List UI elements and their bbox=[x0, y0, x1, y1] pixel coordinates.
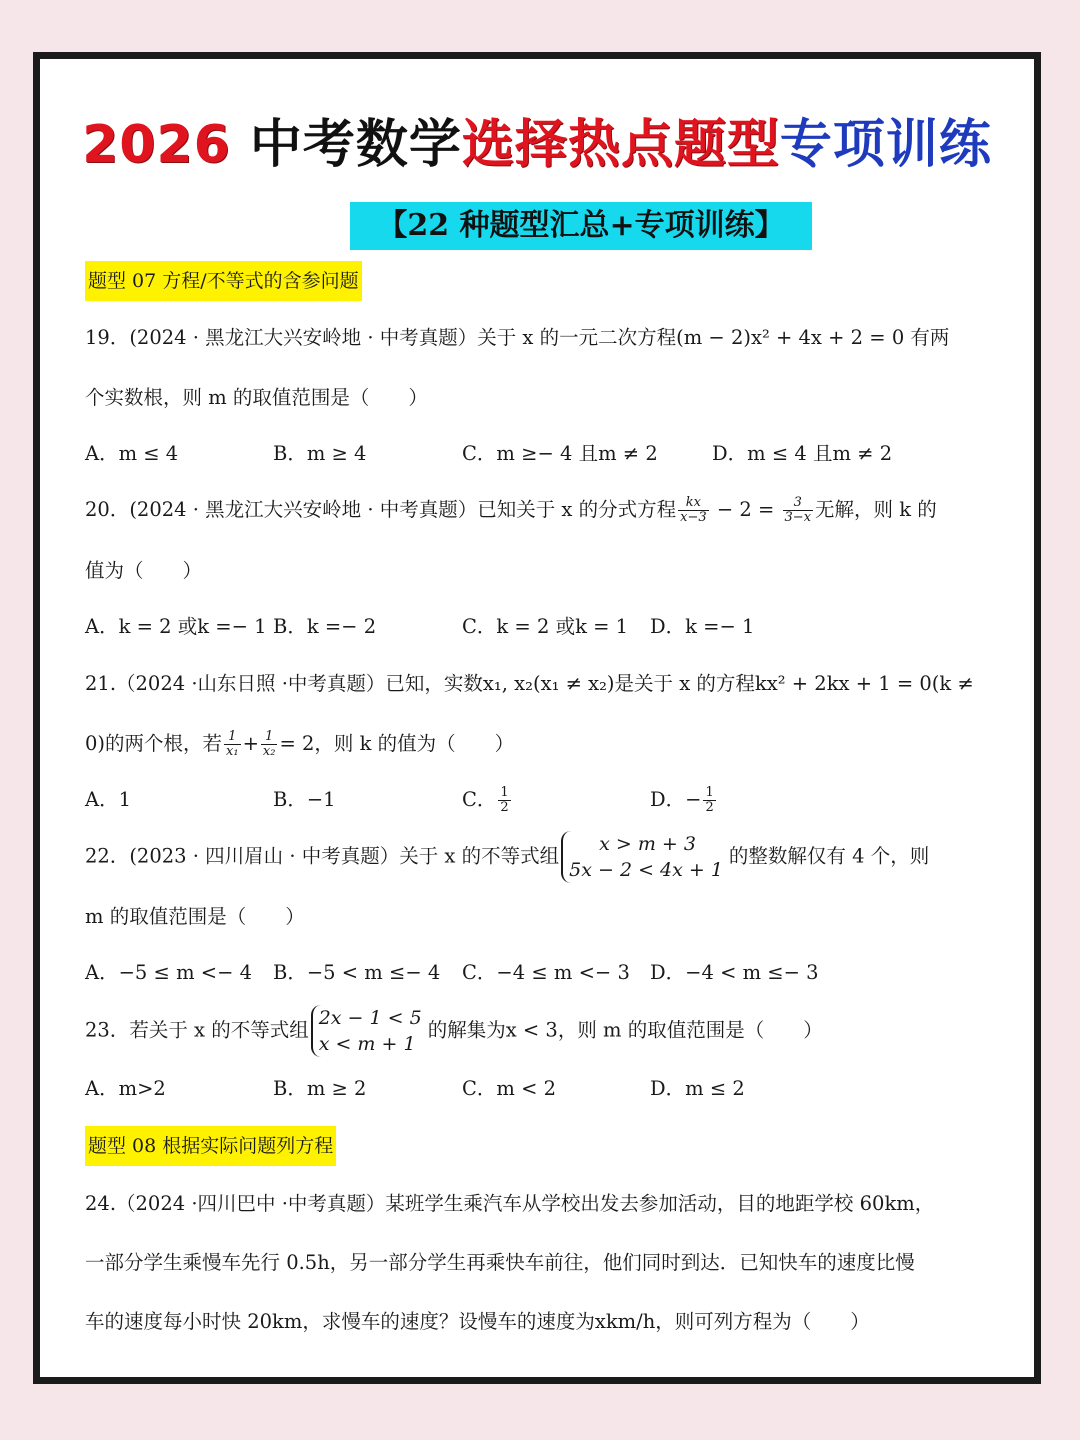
q22-line1 bbox=[85, 831, 929, 883]
q22-sys-line1: x > m + 3 bbox=[599, 833, 696, 855]
q21-frac2-num: 1 bbox=[261, 730, 278, 745]
worksheet-page bbox=[33, 52, 1041, 1384]
q23-option-c: C．m < 2 bbox=[462, 1077, 557, 1100]
q21-frac1-den: x₁ bbox=[226, 744, 239, 759]
q23-inequality-system bbox=[311, 1005, 422, 1057]
q22-line1-a: 22．(2023 · 四川眉山 · 中考真题）关于 x 的不等式组 bbox=[85, 844, 560, 868]
q23-sys-line1: 2x − 1 < 5 bbox=[318, 1007, 422, 1029]
q20-option-c: C．k = 2 或k = 1 bbox=[462, 615, 629, 638]
q20-frac1-den: x−3 bbox=[680, 510, 707, 525]
q19-line1: 19．(2024 · 黑龙江大兴安岭地 · 中考真题）关于 x 的一元二次方程(m − 2)x² + 4x + 2 = 0 有两 bbox=[85, 326, 950, 349]
q19-option-b: B．m ≥ 4 bbox=[273, 442, 367, 465]
q20-frac2-den: 3−x bbox=[784, 510, 812, 525]
q22-line1-b: 的整数解仅有 4 个，则 bbox=[728, 844, 930, 868]
q20-frac1-num: kx bbox=[678, 496, 709, 511]
title-year: 2026 bbox=[82, 115, 231, 175]
q23-sys-line2: x < m + 1 bbox=[318, 1033, 416, 1055]
q21-optd-num: 1 bbox=[705, 785, 714, 800]
q22-line2: m 的取值范围是（ ） bbox=[85, 905, 305, 928]
q20-line1-a: 20．(2024 · 黑龙江大兴安岭地 · 中考真题）已知关于 x 的分式方程 bbox=[85, 498, 677, 521]
q21-option-a: A．1 bbox=[85, 788, 131, 811]
q21-option-d-label: D．− bbox=[650, 788, 702, 811]
q19-option-a: A．m ≤ 4 bbox=[85, 442, 179, 465]
q24-line1: 24.（2024 ·四川巴中 ·中考真题）某班学生乘汽车从学校出发去参加活动，目的地距学校 60km， bbox=[85, 1192, 935, 1215]
q21-option-d-fraction bbox=[703, 786, 715, 815]
q20-option-a: A．k = 2 或k =− 1 bbox=[85, 615, 267, 638]
q21-option-d bbox=[650, 785, 718, 815]
q21-fraction-1 bbox=[224, 730, 241, 759]
q23-option-d: D．m ≤ 2 bbox=[650, 1077, 745, 1100]
q21-line2-a: 0)的两个根，若 bbox=[85, 732, 223, 755]
subtitle-banner: 【22 种题型汇总+专项训练】 bbox=[350, 202, 812, 250]
q23-line1-a: 23．若关于 x 的不等式组 bbox=[85, 1018, 309, 1042]
q22-option-b: B．−5 < m ≤− 4 bbox=[273, 961, 441, 984]
q19-line2: 个实数根，则 m 的取值范围是（ ） bbox=[85, 386, 428, 409]
q21-line2 bbox=[85, 729, 514, 759]
section-label-07: 题型 07 方程/不等式的含参问题 bbox=[85, 261, 362, 301]
q21-option-b: B．−1 bbox=[273, 788, 336, 811]
q20-line1-b: 无解，则 k 的 bbox=[815, 498, 937, 521]
q19-option-c: C．m ≥− 4 且m ≠ 2 bbox=[462, 442, 658, 465]
q21-line2-b: = 2，则 k 的值为（ ） bbox=[279, 732, 515, 755]
title-part1: 中考数学 bbox=[230, 115, 462, 175]
q20-mid: − 2 = bbox=[710, 498, 781, 521]
title-part2: 选择热点题型 bbox=[461, 115, 780, 175]
q21-optd-den: 2 bbox=[705, 800, 714, 815]
q22-option-c: C．−4 ≤ m <− 3 bbox=[462, 961, 630, 984]
q22-option-d: D．−4 < m ≤− 3 bbox=[650, 961, 819, 984]
q20-line2: 值为（ ） bbox=[85, 559, 203, 582]
q20-option-d: D．k =− 1 bbox=[650, 615, 755, 638]
q21-fraction-2 bbox=[261, 730, 278, 759]
q20-fraction-2 bbox=[783, 496, 814, 525]
q24-line2: 一部分学生乘慢车先行 0.5h，另一部分学生再乘快车前往，他们同时到达．已知快车的速度比慢 bbox=[85, 1251, 915, 1274]
q22-inequality-system bbox=[561, 831, 723, 883]
q22-option-a: A．−5 ≤ m <− 4 bbox=[85, 961, 253, 984]
page-title bbox=[40, 115, 1034, 175]
q20-fraction-1 bbox=[678, 496, 709, 525]
section-label-08: 题型 08 根据实际问题列方程 bbox=[85, 1126, 336, 1166]
q23-option-b: B．m ≥ 2 bbox=[273, 1077, 367, 1100]
q24-line3: 车的速度每小时快 20km，求慢车的速度？设慢车的速度为xkm/h，则可列方程为（ ） bbox=[85, 1310, 870, 1333]
q23-option-a: A．m>2 bbox=[85, 1077, 166, 1100]
q21-plus: + bbox=[242, 732, 259, 755]
q23-line1 bbox=[85, 1005, 823, 1057]
q20-line1 bbox=[85, 495, 937, 525]
q21-line1: 21.（2024 ·山东日照 ·中考真题）已知，实数x₁, x₂(x₁ ≠ x₂)是关于 x 的方程kx² + 2kx + 1 = 0(k ≠ bbox=[85, 672, 974, 695]
q21-option-c-label: C． bbox=[462, 788, 497, 811]
q20-frac2-num: 3 bbox=[783, 496, 814, 511]
q20-option-b: B．k =− 2 bbox=[273, 615, 377, 638]
q21-frac2-den: x₂ bbox=[262, 744, 276, 759]
q19-option-d: D．m ≤ 4 且m ≠ 2 bbox=[712, 442, 893, 465]
q21-frac1-num: 1 bbox=[224, 730, 241, 745]
q21-option-c bbox=[462, 785, 513, 815]
q23-line1-b: 的解集为x < 3，则 m 的取值范围是（ ） bbox=[427, 1018, 823, 1042]
title-part3: 专项训练 bbox=[779, 115, 992, 175]
q21-optc-den: 2 bbox=[500, 800, 509, 815]
q21-option-c-fraction bbox=[498, 786, 510, 815]
q22-sys-line2: 5x − 2 < 4x + 1 bbox=[569, 859, 723, 881]
q21-optc-num: 1 bbox=[500, 785, 509, 800]
